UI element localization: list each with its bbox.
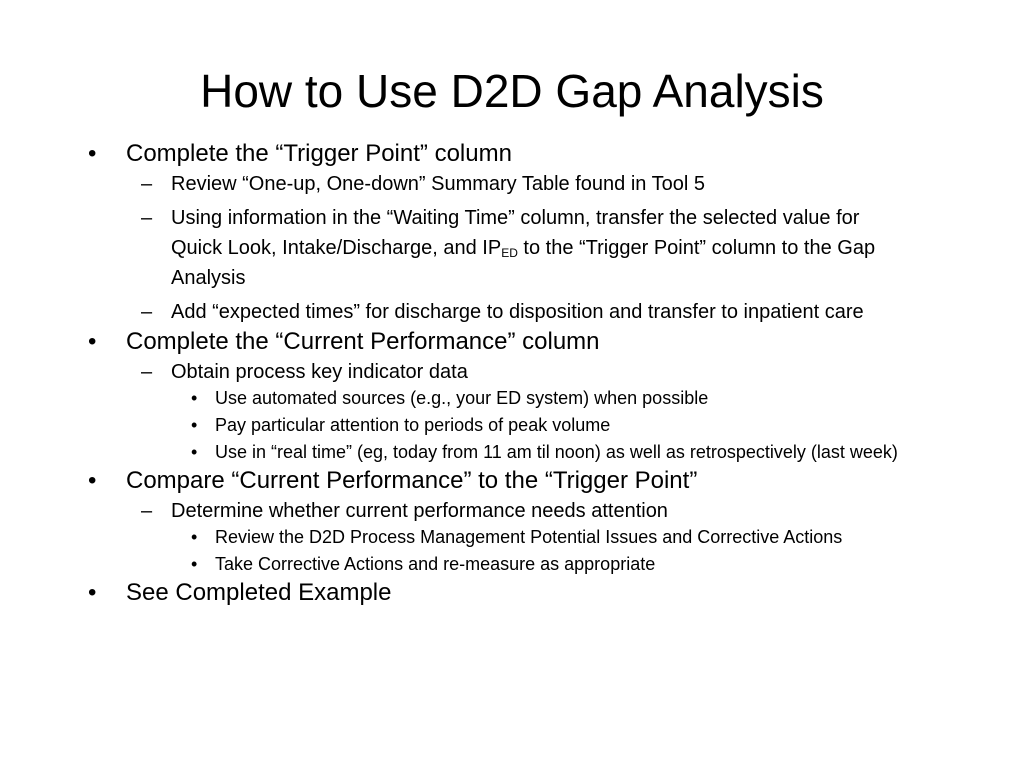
bullet-marker: • — [191, 527, 198, 547]
slide-content — [0, 139, 1024, 608]
sub-item-text-pre: Using information in the “Waiting Time” column, transfer the selected value for Quick Look, Intake/Discharge, and IP — [171, 207, 860, 259]
dash-marker: – — [141, 173, 153, 195]
sub-sub-item — [0, 441, 1024, 463]
slide-title: How to Use D2D Gap Analysis — [200, 65, 824, 117]
dash-marker: – — [141, 361, 153, 383]
sub-item-text: Determine whether current performance needs attention — [171, 500, 668, 522]
bullet-text: Complete the “Trigger Point” column — [126, 140, 512, 167]
sub-item — [0, 203, 1024, 293]
sub-item-text — [171, 207, 875, 289]
subscript-text: ED — [501, 246, 518, 260]
sub-sub-item — [0, 414, 1024, 436]
bullet-text: Compare “Current Performance” to the “Trigger Point” — [126, 467, 698, 494]
sub-item — [0, 169, 1024, 199]
sub-sub-item — [0, 387, 1024, 409]
sub-item-text: Add “expected times” for discharge to disposition and transfer to inpatient care — [171, 301, 864, 323]
sub-item-text: Obtain process key indicator data — [171, 361, 468, 383]
bullet-item — [0, 466, 1024, 496]
sub-sub-item-text: Take Corrective Actions and re-measure as appropriate — [215, 554, 656, 574]
sub-sub-item — [0, 553, 1024, 575]
sub-item — [0, 496, 1024, 526]
sub-sub-item — [0, 526, 1024, 548]
bullet-marker: • — [88, 328, 97, 355]
bullet-text: Complete the “Current Performance” column — [126, 328, 600, 355]
bullet-item — [0, 578, 1024, 608]
bullet-marker: • — [191, 388, 198, 408]
bullet-marker: • — [88, 140, 97, 167]
bullet-marker: • — [191, 442, 198, 462]
sub-item-text: Review “One-up, One-down” Summary Table found in Tool 5 — [171, 173, 705, 195]
sub-item — [0, 357, 1024, 387]
sub-item-text-post: to the “Trigger Point” column to the Gap Analysis — [171, 237, 876, 289]
dash-marker: – — [141, 500, 153, 522]
bullet-marker: • — [191, 415, 198, 435]
bullet-item — [0, 327, 1024, 357]
bullet-marker: • — [88, 467, 97, 494]
dash-marker: – — [141, 301, 153, 323]
bullet-marker: • — [191, 554, 198, 574]
dash-marker: – — [141, 207, 153, 229]
bullet-marker: • — [88, 579, 97, 606]
sub-item — [0, 297, 1024, 327]
sub-sub-item-text: Use automated sources (e.g., your ED system) when possible — [215, 388, 709, 408]
bullet-text: See Completed Example — [126, 579, 392, 606]
sub-sub-item-text: Use in “real time” (eg, today from 11 am til noon) as well as retrospectively (last week) — [215, 442, 898, 462]
bullet-item — [0, 139, 1024, 169]
sub-sub-item-text: Pay particular attention to periods of peak volume — [215, 415, 611, 435]
sub-sub-item-text: Review the D2D Process Management Potential Issues and Corrective Actions — [215, 527, 843, 547]
